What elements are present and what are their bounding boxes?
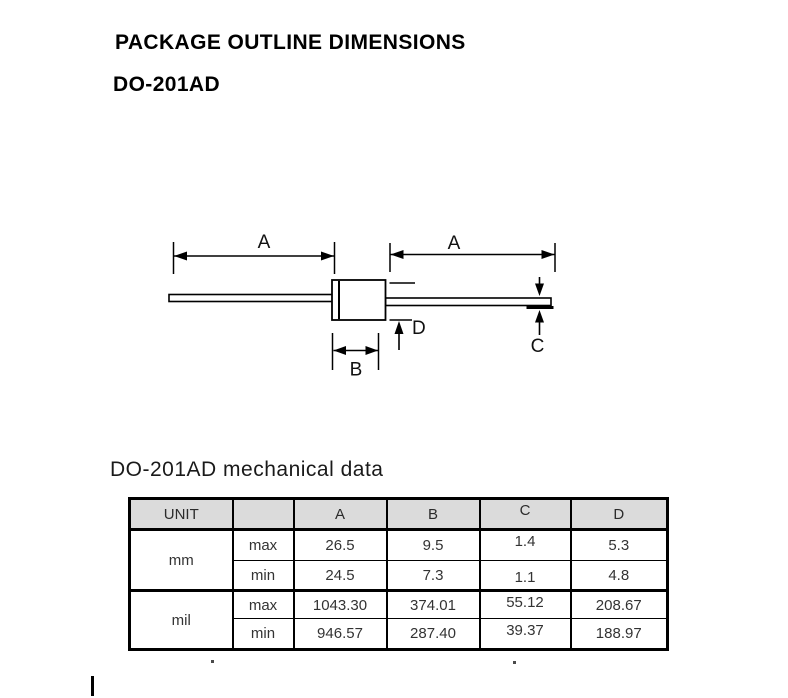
page-title: PACKAGE OUTLINE DIMENSIONS — [115, 31, 466, 54]
label-c: C — [530, 336, 545, 357]
arrowhead-right-icon — [542, 250, 555, 259]
table-header-row — [130, 499, 668, 530]
cell-mil-max-d: 208.67 — [571, 591, 668, 619]
row-label: min — [233, 619, 294, 650]
header-col-d: D — [571, 499, 668, 530]
artifact-dot — [211, 660, 214, 663]
cell-mil-min-a: 946.57 — [294, 619, 387, 650]
header-col-b: B — [387, 499, 480, 530]
dimension-c — [527, 277, 554, 357]
arrowhead-left-icon — [174, 252, 187, 261]
table-row — [130, 591, 668, 619]
header-col-c: C — [480, 499, 571, 530]
dimension-a-right — [390, 233, 555, 272]
header-col-a: A — [294, 499, 387, 530]
arrowhead-up-icon — [395, 321, 404, 334]
text-cursor-mark — [91, 676, 94, 696]
arrowhead-left-icon — [391, 250, 404, 259]
cell-mm-max-c: 1.4 — [480, 530, 571, 561]
table-title: DO-201AD mechanical data — [110, 458, 384, 481]
mechanical-data-table — [128, 497, 669, 651]
package-outline-diagram — [160, 225, 570, 390]
row-label: min — [233, 561, 294, 591]
diode-body — [332, 280, 386, 320]
cell-mm-max-d: 5.3 — [571, 530, 668, 561]
arrowhead-right-icon — [321, 252, 334, 261]
label-d: D — [412, 318, 426, 339]
cell-mil-min-c: 39.37 — [480, 619, 571, 650]
cell-mm-min-d: 4.8 — [571, 561, 668, 591]
package-name: DO-201AD — [113, 73, 221, 96]
cell-mm-min-b: 7.3 — [387, 561, 480, 591]
cell-mil-min-b: 287.40 — [387, 619, 480, 650]
artifact-dot — [513, 661, 516, 664]
cell-mm-min-c: 1.1 — [480, 561, 571, 591]
cell-mm-max-b: 9.5 — [387, 530, 480, 561]
arrowhead-down-icon — [535, 284, 544, 297]
label-a-left: A — [257, 232, 271, 253]
left-lead — [169, 295, 333, 302]
cell-mil-min-d: 188.97 — [571, 619, 668, 650]
dimension-a-left — [174, 232, 335, 274]
unit-mil: mil — [130, 591, 233, 650]
cell-mil-max-b: 374.01 — [387, 591, 480, 619]
dimension-d — [395, 318, 426, 350]
arrowhead-right-icon — [366, 346, 379, 355]
row-label: max — [233, 530, 294, 561]
arrowhead-up-icon — [535, 310, 544, 323]
cell-mm-max-a: 26.5 — [294, 530, 387, 561]
unit-mm: mm — [130, 530, 233, 591]
table-row — [130, 530, 668, 561]
header-unit: UNIT — [130, 499, 233, 530]
row-label: max — [233, 591, 294, 619]
cell-mm-min-a: 24.5 — [294, 561, 387, 591]
dimension-b — [333, 333, 379, 381]
cell-mil-max-a: 1043.30 — [294, 591, 387, 619]
label-b: B — [349, 359, 363, 381]
right-lead — [386, 298, 552, 306]
header-blank — [233, 499, 294, 530]
label-a-right: A — [447, 233, 461, 254]
cell-mil-max-c: 55.12 — [480, 591, 571, 619]
arrowhead-left-icon — [334, 346, 347, 355]
